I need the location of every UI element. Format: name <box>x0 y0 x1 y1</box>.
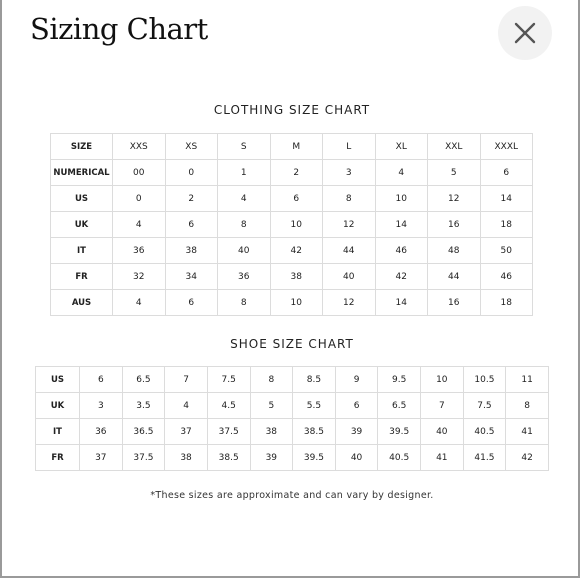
table-cell: 6 <box>165 290 218 316</box>
row-label: IT <box>51 238 113 264</box>
table-cell: 0 <box>165 160 218 186</box>
table-cell: S <box>218 134 271 160</box>
table-cell: 38 <box>165 445 208 471</box>
table-cell: 3 <box>80 393 123 419</box>
table-cell: 39.5 <box>293 445 336 471</box>
table-cell: 18 <box>480 290 533 316</box>
table-cell: 4 <box>375 160 428 186</box>
table-cell: 8 <box>218 212 271 238</box>
table-cell: 9 <box>335 367 378 393</box>
table-cell: 40 <box>335 445 378 471</box>
table-cell: 10.5 <box>463 367 506 393</box>
table-cell: 18 <box>480 212 533 238</box>
table-cell: 4 <box>165 393 208 419</box>
table-cell: 46 <box>480 264 533 290</box>
table-cell: 7 <box>165 367 208 393</box>
table-cell: 46 <box>375 238 428 264</box>
close-button[interactable] <box>498 6 552 60</box>
table-cell: 10 <box>270 290 323 316</box>
table-cell: 10 <box>375 186 428 212</box>
table-cell: 16 <box>428 290 481 316</box>
clothing-size-chart-title: CLOTHING SIZE CHART <box>213 103 371 117</box>
table-row <box>51 212 533 238</box>
table-cell: 14 <box>375 212 428 238</box>
table-cell: 12 <box>428 186 481 212</box>
table-cell: 37.5 <box>207 419 250 445</box>
row-label: SIZE <box>51 134 113 160</box>
table-cell: 40.5 <box>463 419 506 445</box>
row-label: US <box>36 367 80 393</box>
table-cell: 50 <box>480 238 533 264</box>
table-cell: 37 <box>165 419 208 445</box>
table-cell: 40 <box>323 264 376 290</box>
table-cell: 4 <box>113 290 166 316</box>
page-title: Sizing Chart <box>30 12 208 46</box>
table-cell: 41 <box>506 419 549 445</box>
table-row <box>36 393 549 419</box>
table-cell: 6 <box>80 367 123 393</box>
table-cell: 6 <box>335 393 378 419</box>
clothing-size-table <box>50 133 533 316</box>
table-cell: 36.5 <box>122 419 165 445</box>
table-cell: 38 <box>250 419 293 445</box>
table-cell: 38 <box>165 238 218 264</box>
table-cell: 40.5 <box>378 445 421 471</box>
table-cell: 39 <box>335 419 378 445</box>
table-cell: 38 <box>270 264 323 290</box>
table-cell: 4.5 <box>207 393 250 419</box>
table-cell: 41 <box>421 445 464 471</box>
table-cell: 8 <box>506 393 549 419</box>
table-cell: 44 <box>323 238 376 264</box>
table-row <box>51 264 533 290</box>
table-cell: 42 <box>506 445 549 471</box>
table-cell: 41.5 <box>463 445 506 471</box>
table-cell: XS <box>165 134 218 160</box>
table-cell: 16 <box>428 212 481 238</box>
table-cell: 6.5 <box>378 393 421 419</box>
table-cell: 6 <box>165 212 218 238</box>
table-cell: 0 <box>113 186 166 212</box>
table-row <box>51 134 533 160</box>
table-row <box>36 367 549 393</box>
table-cell: 42 <box>375 264 428 290</box>
table-cell: 42 <box>270 238 323 264</box>
footnote: *These sizes are approximate and can vary by designer. <box>150 490 434 501</box>
row-label: US <box>51 186 113 212</box>
table-cell: 40 <box>421 419 464 445</box>
row-label: UK <box>51 212 113 238</box>
row-label: FR <box>36 445 80 471</box>
table-cell: 38.5 <box>293 419 336 445</box>
table-cell: 48 <box>428 238 481 264</box>
table-cell: 36 <box>218 264 271 290</box>
table-row <box>36 445 549 471</box>
table-row <box>51 160 533 186</box>
table-row <box>51 238 533 264</box>
close-icon <box>513 21 537 45</box>
table-cell: 40 <box>218 238 271 264</box>
table-cell: 8 <box>323 186 376 212</box>
row-label: FR <box>51 264 113 290</box>
table-row <box>51 186 533 212</box>
table-cell: 7.5 <box>207 367 250 393</box>
table-cell: 6 <box>480 160 533 186</box>
table-row <box>51 290 533 316</box>
row-label: UK <box>36 393 80 419</box>
table-cell: M <box>270 134 323 160</box>
table-cell: 12 <box>323 290 376 316</box>
table-cell: 14 <box>480 186 533 212</box>
shoe-size-table <box>35 366 549 471</box>
shoe-size-chart-title: SHOE SIZE CHART <box>230 337 354 351</box>
table-cell: 44 <box>428 264 481 290</box>
table-cell: 39.5 <box>378 419 421 445</box>
table-cell: 8 <box>250 367 293 393</box>
table-cell: 14 <box>375 290 428 316</box>
table-cell: 37.5 <box>122 445 165 471</box>
table-row <box>36 419 549 445</box>
table-cell: 4 <box>113 212 166 238</box>
table-cell: 5.5 <box>293 393 336 419</box>
table-cell: 8 <box>218 290 271 316</box>
table-cell: 39 <box>250 445 293 471</box>
table-cell: 9.5 <box>378 367 421 393</box>
table-cell: 34 <box>165 264 218 290</box>
table-cell: 10 <box>270 212 323 238</box>
table-cell: 3.5 <box>122 393 165 419</box>
table-cell: 6 <box>270 186 323 212</box>
table-cell: XXL <box>428 134 481 160</box>
table-cell: 32 <box>113 264 166 290</box>
table-cell: 6.5 <box>122 367 165 393</box>
table-cell: 7 <box>421 393 464 419</box>
table-cell: 37 <box>80 445 123 471</box>
table-cell: 8.5 <box>293 367 336 393</box>
table-cell: 10 <box>421 367 464 393</box>
table-cell: 4 <box>218 186 271 212</box>
table-cell: L <box>323 134 376 160</box>
table-cell: 5 <box>428 160 481 186</box>
table-cell: 1 <box>218 160 271 186</box>
table-cell: XL <box>375 134 428 160</box>
table-cell: 2 <box>165 186 218 212</box>
table-cell: 12 <box>323 212 376 238</box>
row-label: IT <box>36 419 80 445</box>
table-cell: 38.5 <box>207 445 250 471</box>
row-label: AUS <box>51 290 113 316</box>
row-label: NUMERICAL <box>51 160 113 186</box>
table-cell: 2 <box>270 160 323 186</box>
table-cell: 00 <box>113 160 166 186</box>
table-cell: XXS <box>113 134 166 160</box>
table-cell: 5 <box>250 393 293 419</box>
table-cell: 7.5 <box>463 393 506 419</box>
table-cell: 11 <box>506 367 549 393</box>
table-cell: 36 <box>80 419 123 445</box>
table-cell: 36 <box>113 238 166 264</box>
table-cell: 3 <box>323 160 376 186</box>
table-cell: XXXL <box>480 134 533 160</box>
